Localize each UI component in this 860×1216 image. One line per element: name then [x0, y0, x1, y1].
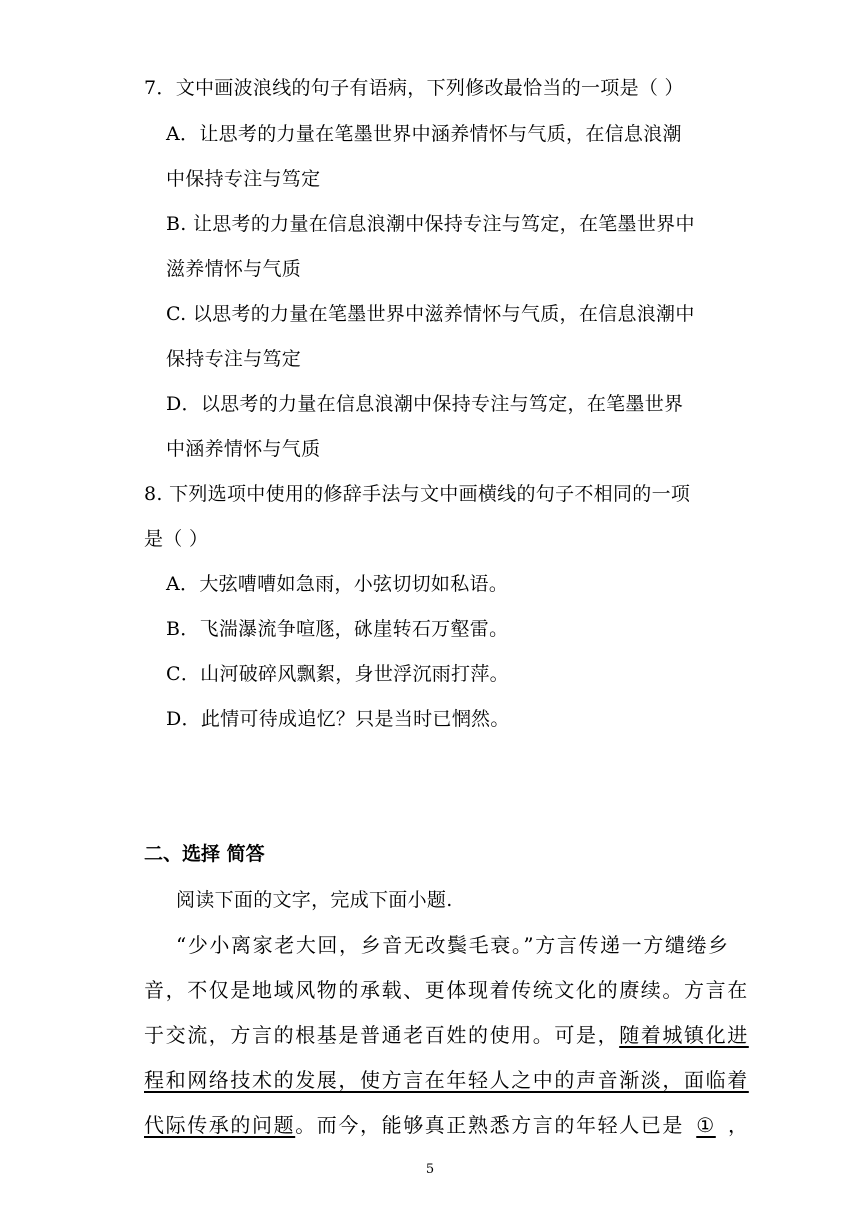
- question-7-option-d-line2: 中涵养情怀与气质: [166, 438, 321, 460]
- page-number: 5: [425, 1162, 435, 1177]
- passage-line-5-plain: 。而今，能够真正熟悉方言的年轻人已是: [295, 1113, 685, 1137]
- fill-in-blank-1: ①: [696, 1113, 716, 1137]
- passage-line-1: “少小离家老大回，乡音无改鬓毛衰。”方言传递一方缱绻乡: [176, 933, 730, 957]
- section-heading: 二、选择 简答: [144, 843, 265, 865]
- question-7-stem: 7．文中画波浪线的句子有语病，下列修改最恰当的一项是（ ）: [144, 77, 684, 99]
- passage-line-3-plain: 于交流，方言的根基是普通老百姓的使用。可是，: [144, 1023, 620, 1047]
- question-8-option-d: D．此情可待成追忆？只是当时已惘然。: [166, 708, 510, 730]
- underlined-sentence-part-3: 代际传承的问题: [144, 1113, 296, 1137]
- question-7-option-b-line1: B. 让思考的力量在信息浪潮中保持专注与笃定，在笔墨世界中: [166, 213, 695, 235]
- question-7-option-b-line2: 滋养情怀与气质: [166, 258, 302, 280]
- question-8-option-a: A．大弦嘈嘈如急雨，小弦切切如私语。: [166, 573, 509, 595]
- question-7-option-a-line1: A．让思考的力量在笔墨世界中涵养情怀与气质，在信息浪潮: [166, 123, 682, 145]
- passage-line-2: 音，不仅是地域风物的承载、更体现着传统文化的赓续。方言在: [144, 978, 749, 1002]
- question-8-stem-line2: 是（ ）: [144, 528, 209, 550]
- passage-line-5-end: ，: [728, 1113, 750, 1137]
- underlined-sentence-part-1: 随着城镇化进: [619, 1023, 749, 1047]
- question-8-option-b: B．飞湍瀑流争喧豗，砯崖转石万壑雷。: [166, 618, 509, 640]
- question-8-option-c: C．山河破碎风飘絮，身世浮沉雨打萍。: [166, 663, 509, 685]
- question-8-stem-line1: 8. 下列选项中使用的修辞手法与文中画横线的句子不相同的一项: [144, 483, 691, 505]
- question-7-option-c-line1: C. 以思考的力量在笔墨世界中滋养情怀与气质，在信息浪潮中: [166, 303, 695, 325]
- question-7-option-d-line1: D．以思考的力量在信息浪潮中保持专注与笃定，在笔墨世界: [166, 393, 684, 415]
- reading-instruction: 阅读下面的文字，完成下面小题.: [176, 889, 453, 911]
- passage-line-5: [144, 1113, 750, 1137]
- passage-line-4: [144, 1068, 749, 1092]
- question-7-option-c-line2: 保持专注与笃定: [166, 348, 302, 370]
- question-7-option-a-line2: 中保持专注与笃定: [166, 168, 321, 190]
- underlined-sentence-part-2: 程和网络技术的发展，使方言在年轻人之中的声音渐淡，面临着: [144, 1068, 749, 1092]
- passage-line-3: [144, 1023, 749, 1047]
